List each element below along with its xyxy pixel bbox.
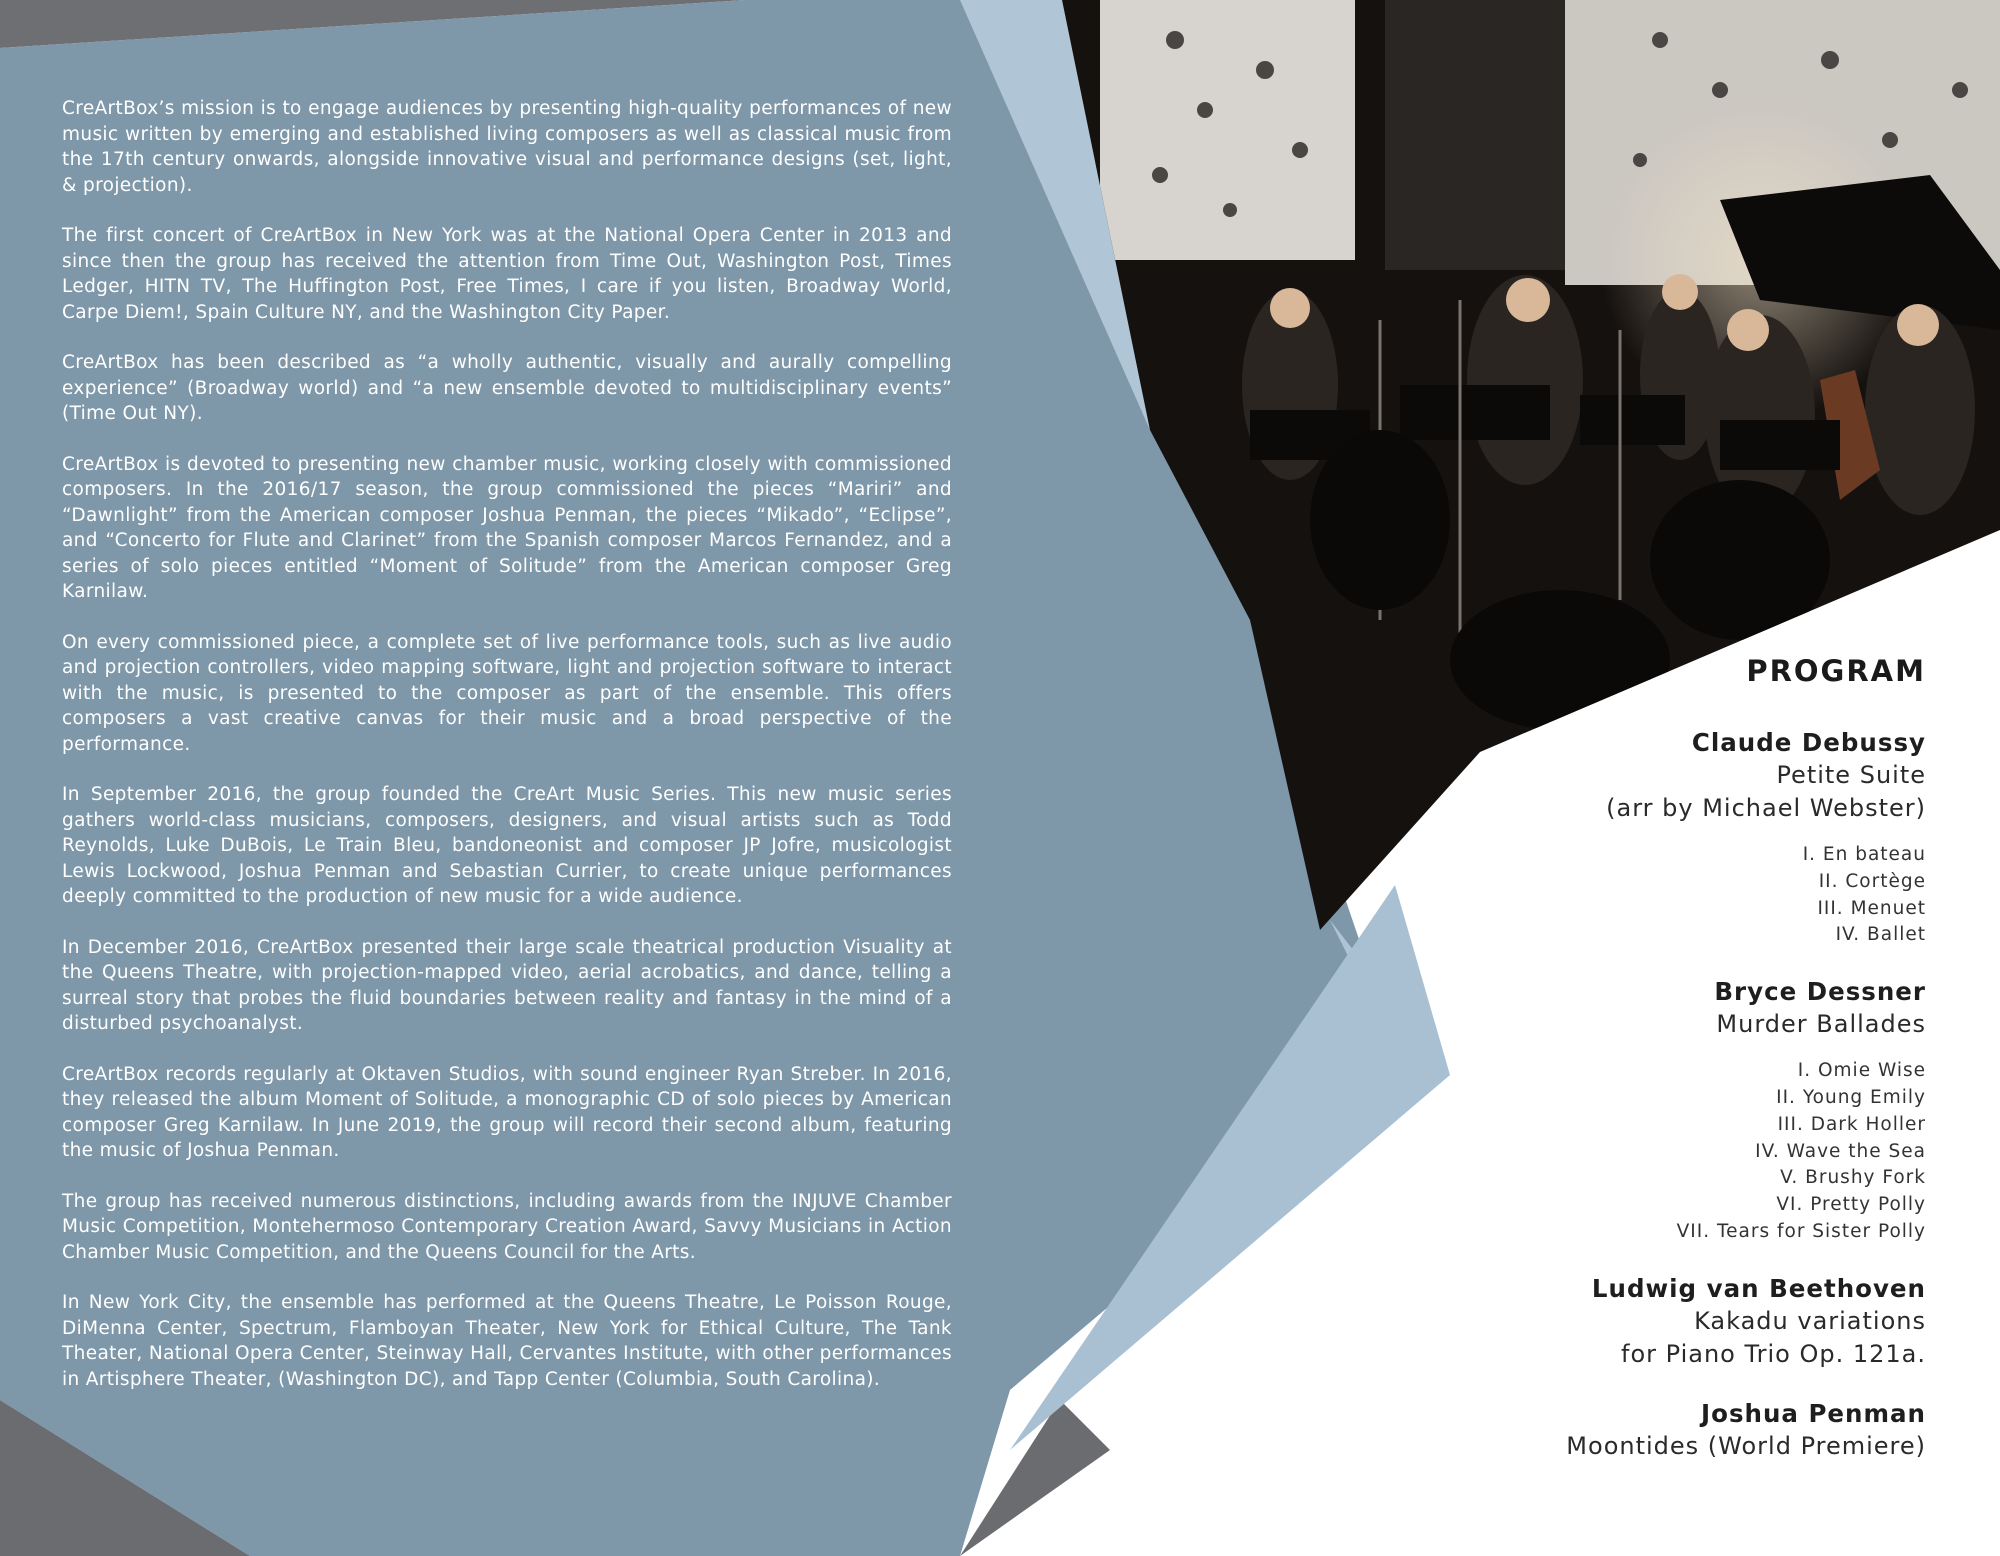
bio-paragraph: In December 2016, CreArtBox presented their large scale theatrical production Visuality at the Queens Theatre, with projection-mapped video, aerial acrobatics, and dance, telling a surreal story that probes the fluid boundaries between reality and fantasy in the mind of a disturbed psychoanalyst. (62, 936, 952, 1034)
movement-item: III. Menuet (1817, 897, 1926, 919)
program-piece (1366, 1397, 1926, 1463)
bio-paragraph: The group has received numerous distinctions, including awards from the INJUVE Chamber Music Competition, Montehermoso Contemporary Creation Award, Savvy Musicians in Action Chamber Music Competition, and the Queens Council for the Arts. (62, 1190, 952, 1263)
bio-paragraph: CreArtBox’s mission is to engage audiences by presenting high-quality performances of new music written by emerging and established living composers as well as classical music from the 17th century onwards, alongside innovative visual and performance designs (set, light, & projection). (62, 98, 952, 196)
program-piece (1366, 975, 1926, 1246)
movement-item: I. Omie Wise (1797, 1060, 1926, 1082)
movement-item: V. Brushy Fork (1780, 1167, 1926, 1189)
bio-paragraph: CreArtBox is devoted to presenting new chamber music, working closely with commissioned composers. In the 2016/17 season, the group commissioned the pieces “Mariri” and “Dawnlight” from the American composer Joshua Penman, the pieces “Mikado”, “Eclipse”, and “Concerto for Flute and Clarinet” from the Spanish composer Marcos Fernandez, and a series of solo pieces entitled “Moment of Solitude” from the American composer Greg Karnilaw. (62, 453, 952, 602)
movement-item: II. Young Emily (1776, 1086, 1926, 1108)
bio-paragraph: The first concert of CreArtBox in New York was at the National Opera Center in 2013 and since then the group has received the attention from Time Out, Washington Post, Times Ledger, HITN TV, The Huffington Post, Free Times, I care if you listen, Broadway World, Carpe Diem!, Spain Culture NY, and the Washington City Paper. (62, 225, 952, 323)
program-piece (1366, 726, 1926, 949)
work-title: Murder Ballades (1716, 1010, 1926, 1039)
composer-name: Joshua Penman (1701, 1398, 1926, 1428)
work-subtitle: for Piano Trio Op. 121a. (1621, 1339, 1926, 1368)
work-title: Moontides (World Premiere) (1566, 1431, 1926, 1460)
work-subtitle: (arr by Michael Webster) (1606, 794, 1926, 822)
movement-item: III. Dark Holler (1777, 1113, 1926, 1135)
movement-item: IV. Wave the Sea (1755, 1140, 1926, 1162)
movement-item: VI. Pretty Polly (1776, 1194, 1926, 1216)
program-piece (1366, 1272, 1926, 1371)
composer-name: Claude Debussy (1691, 728, 1926, 757)
composer-name: Bryce Dessner (1714, 977, 1926, 1007)
bio-paragraph: On every commissioned piece, a complete set of live performance tools, such as live audio and projection controllers, video mapping software, light and projection software to interact with the music, is presented to the composer as part of the ensemble. This offers composers a vast creative canvas for their music and a broad perspective of the performance. (62, 631, 952, 755)
composer-name: Ludwig van Beethoven (1591, 1273, 1926, 1303)
movement-item: IV. Ballet (1835, 924, 1926, 946)
movement-list (1366, 842, 1926, 949)
movement-item: VII. Tears for Sister Polly (1676, 1220, 1926, 1242)
program-title: PROGRAM (1746, 654, 1926, 688)
ensemble-bio (62, 96, 952, 1417)
movement-item: II. Cortège (1818, 870, 1926, 892)
work-title: Petite Suite (1776, 761, 1926, 789)
program-section (1366, 654, 1926, 1489)
bio-paragraph: CreArtBox records regularly at Oktaven Studios, with sound engineer Ryan Streber. In 2016, they released the album Moment of Solitude, a monographic CD of solo pieces by American composer Greg Karnilaw. In June 2019, the group will record their second album, featuring the music of Joshua Penman. (62, 1063, 952, 1161)
movement-item: I. En bateau (1802, 844, 1926, 865)
work-title: Kakadu variations (1694, 1306, 1926, 1335)
movement-list (1366, 1058, 1926, 1246)
bio-paragraph: In New York City, the ensemble has performed at the Queens Theatre, Le Poisson Rouge, DiMenna Center, Spectrum, Flamboyan Theater, New York for Ethical Culture, The Tank Theater, National Opera Center, Steinway Hall, Cervantes Institute, with other performances in Artisphere Theater, (Washington DC), and Tapp Center (Columbia, South Carolina). (62, 1292, 953, 1390)
bio-paragraph: CreArtBox has been described as “a wholly authentic, visually and aurally compelling experience” (Broadway world) and “a new ensemble devoted to multidisciplinary events” (Time Out NY). (62, 352, 952, 424)
bio-paragraph: In September 2016, the group founded the CreArt Music Series. This new music series gathers world-class musicians, composers, designers, and visual artists such as Todd Reynolds, Luke DuBois, Le Train Bleu, bandoneonist and composer JP Jofre, musicologist Lewis Lockwood, Joshua Penman and Sebastian Currier, to create unique performances deeply committed to the production of new music for a wide audience. (62, 784, 952, 907)
